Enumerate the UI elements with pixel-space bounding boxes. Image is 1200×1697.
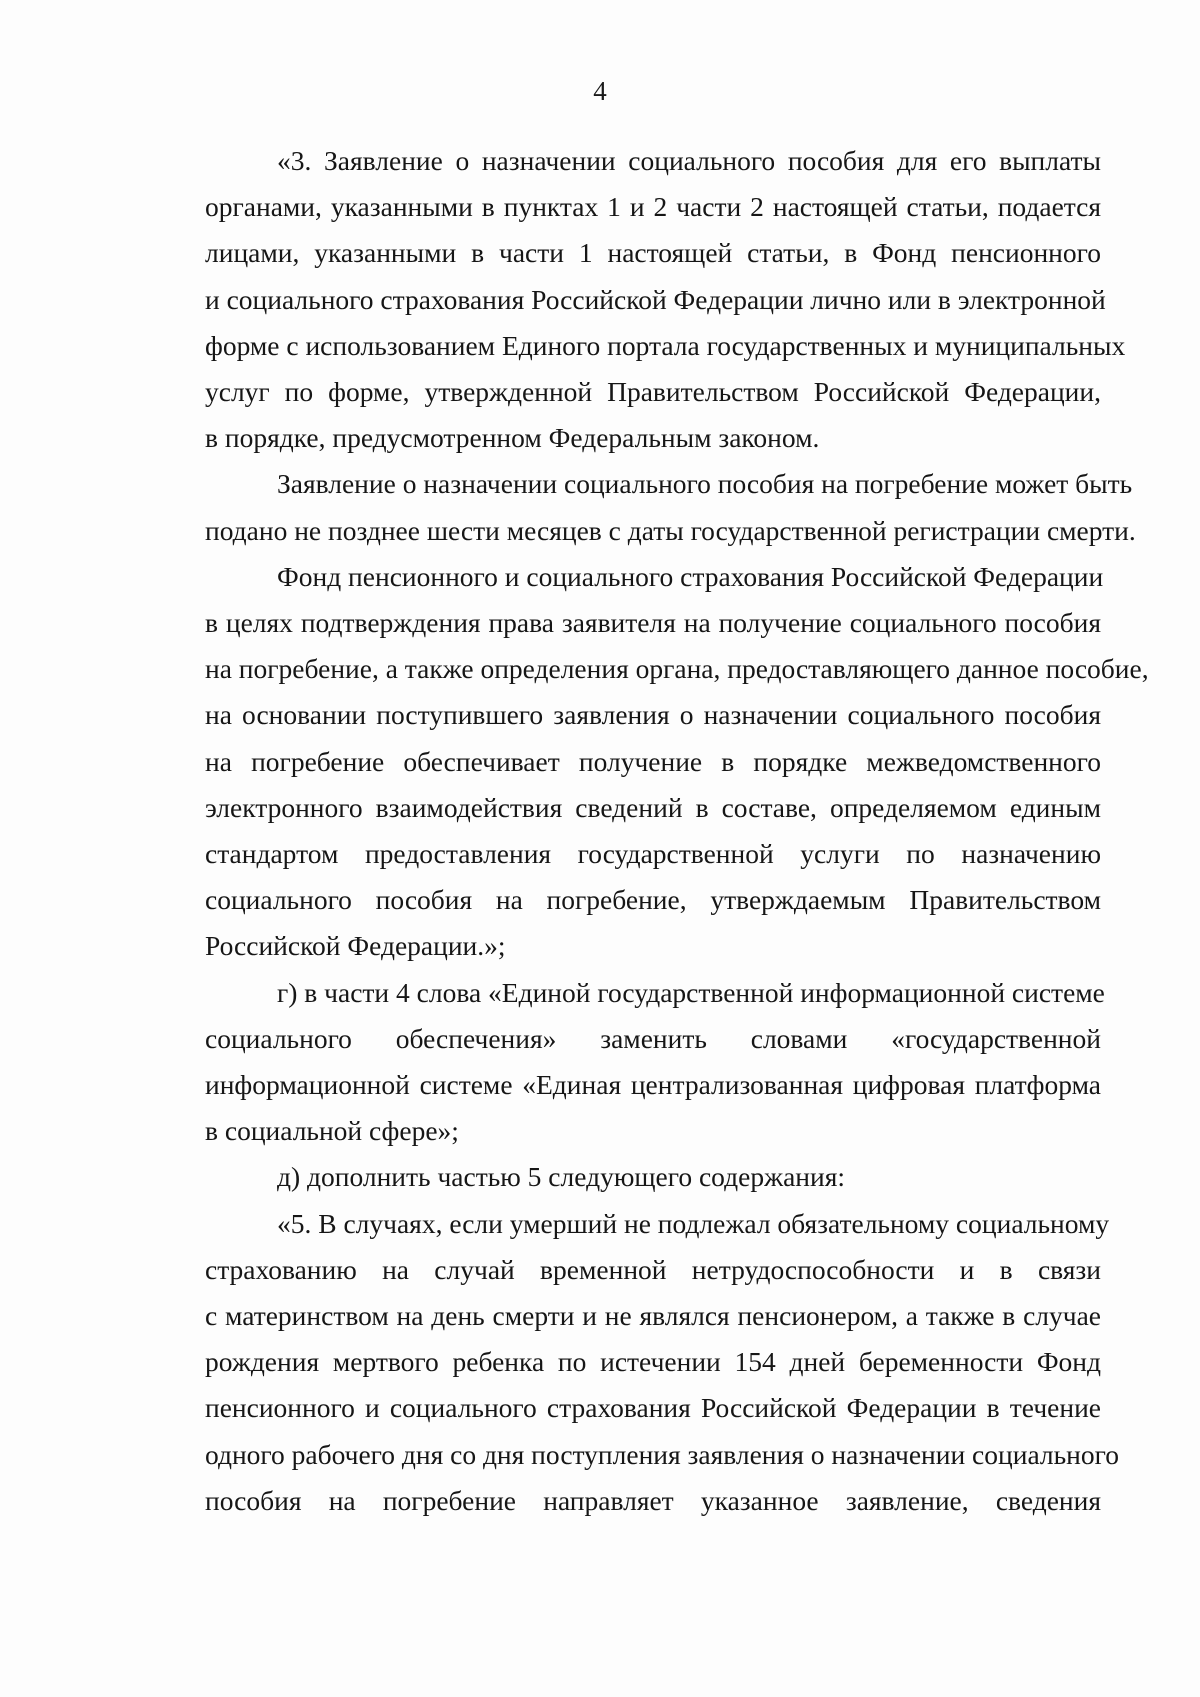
text-line: на основании поступившего заявления о назначении социального пособия [205, 699, 1101, 731]
text-line: электронного взаимодействия сведений в составе, определяемом единым [205, 791, 1101, 823]
paragraph-2 [133, 461, 1136, 553]
text-line: в целях подтверждения права заявителя на получение социального пособия [205, 607, 1101, 639]
text-line: подано не позднее шести месяцев с даты государственной регистрации смерти. [205, 514, 1136, 546]
text-line: лицами, указанными в части 1 настоящей статьи, в Фонд пенсионного [205, 237, 1101, 269]
text-line: пособия на погребение направляет указанное заявление, сведения [205, 1484, 1101, 1516]
text-line: на погребение, а также определения органа, предоставляющего данное пособие, [205, 653, 1149, 685]
text-line: д) дополнить частью 5 следующего содержания: [277, 1161, 846, 1193]
text-line: органами, указанными в пунктах 1 и 2 части 2 настоящей статьи, подается [205, 191, 1101, 223]
text-line: рождения мертвого ребенка по истечении 154 дней беременности Фонд [205, 1346, 1101, 1378]
paragraph-6 [133, 1201, 1119, 1524]
text-line: информационной системе «Единая централизованная цифровая платформа [205, 1069, 1101, 1101]
page-number: 4 [593, 76, 607, 106]
text-line: социального пособия на погребение, утверждаемым Правительством [205, 884, 1101, 916]
text-line: услуг по форме, утвержденной Правительством Российской Федерации, [205, 376, 1101, 408]
document-body [133, 138, 1149, 1524]
text-line: г) в части 4 слова «Единой государственной информационной системе [277, 976, 1105, 1008]
text-line: Заявление о назначении социального пособия на погребение может быть [277, 468, 1133, 500]
text-line: Российской Федерации.»; [205, 930, 506, 962]
text-line: в социальной сфере»; [205, 1115, 459, 1147]
paragraph-4 [133, 970, 1105, 1155]
text-line: с материнством на день смерти и не являлся пенсионером, а также в случае [205, 1300, 1101, 1332]
paragraph-1 [133, 138, 1126, 461]
text-line: стандартом предоставления государственной услуги по назначению [205, 838, 1101, 870]
text-line: в порядке, предусмотренном Федеральным законом. [205, 422, 820, 454]
text-line: социального обеспечения» заменить словами «государственной [205, 1022, 1101, 1054]
paragraph-3 [133, 554, 1149, 970]
text-line: и социального страхования Российской Федерации лично или в электронной [205, 283, 1106, 315]
text-line: одного рабочего дня со дня поступления заявления о назначении социального [205, 1438, 1119, 1470]
text-line: «3. Заявление о назначении социального пособия для его выплаты [277, 145, 1101, 176]
text-line: пенсионного и социального страхования Российской Федерации в течение [205, 1392, 1101, 1424]
text-line: Фонд пенсионного и социального страхования Российской Федерации [277, 560, 1104, 592]
text-line: форме с использованием Единого портала государственных и муниципальных [205, 329, 1126, 361]
text-line: «5. В случаях, если умерший не подлежал обязательному социальному [277, 1207, 1110, 1239]
paragraph-5 [133, 1154, 1101, 1200]
text-line: страхованию на случай временной нетрудоспособности и в связи [205, 1253, 1101, 1285]
text-line: на погребение обеспечивает получение в порядке межведомственного [205, 745, 1101, 777]
